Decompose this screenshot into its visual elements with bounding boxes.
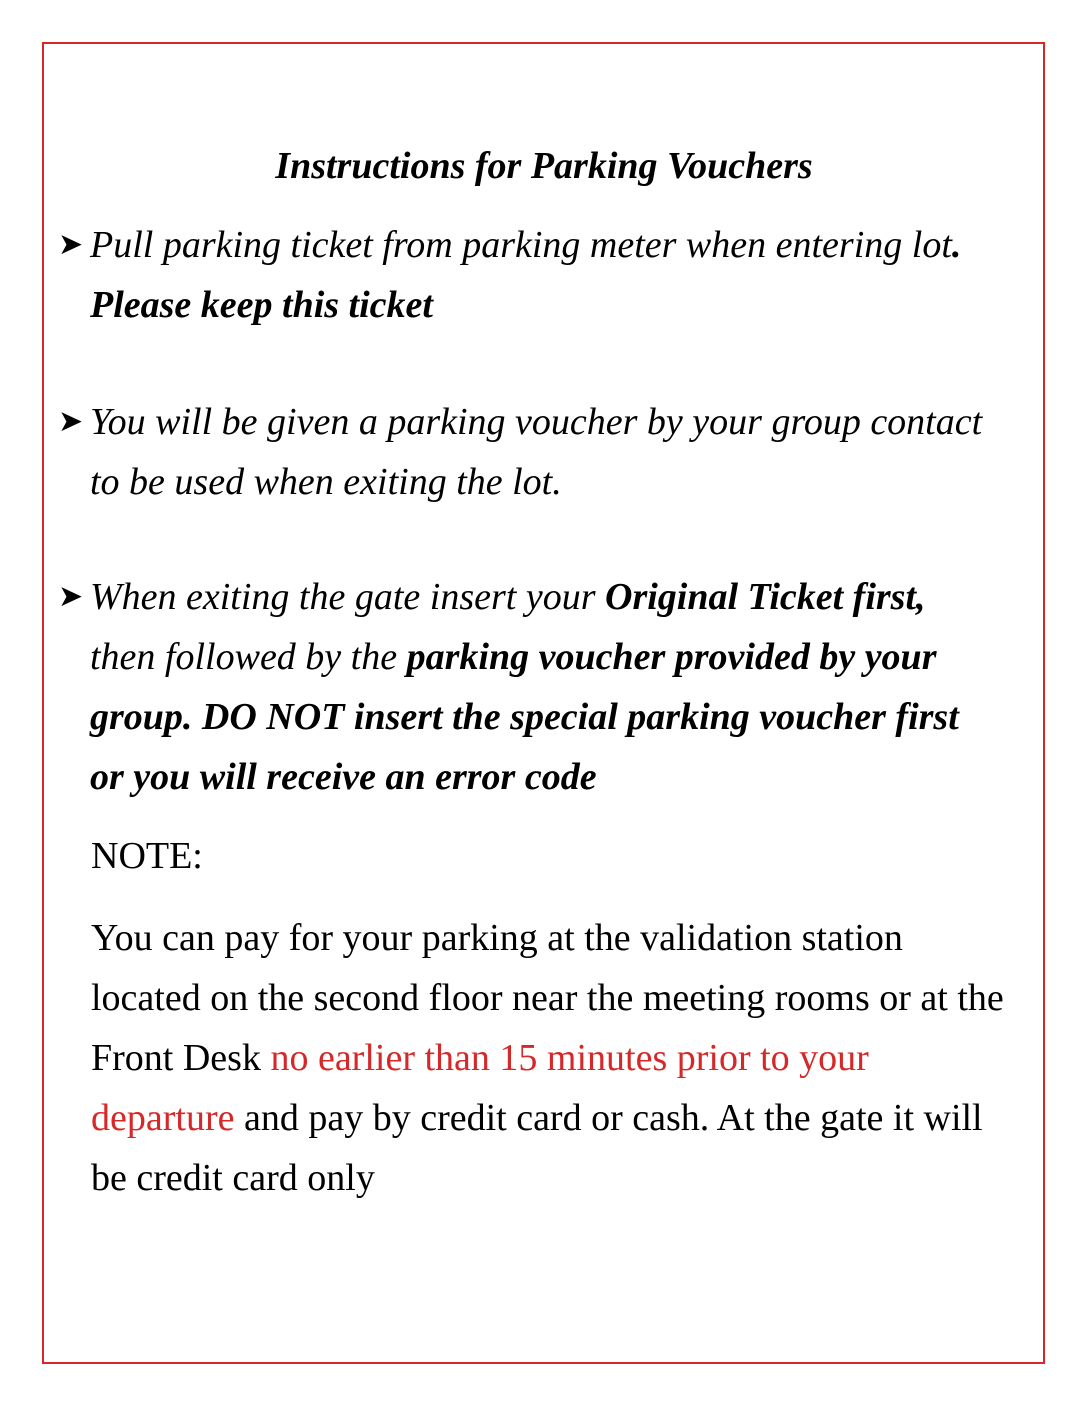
instruction-item	[58, 215, 998, 335]
instruction-text-part: Pull parking ticket from parking meter when entering lot	[90, 224, 952, 266]
instruction-emphasis: parking voucher provided by your group. DO NOT insert the special parking voucher first or you will receive an error code	[90, 636, 959, 798]
instruction-text	[58, 567, 998, 807]
instruction-text	[58, 215, 998, 335]
instruction-emphasis: . Please keep this ticket	[90, 224, 962, 326]
instruction-item	[58, 567, 998, 807]
page-title: Instructions for Parking Vouchers	[275, 145, 813, 187]
note-highlight: no earlier than 15 minutes prior to your departure	[91, 1037, 869, 1139]
instruction-text-part: then followed by the	[90, 636, 407, 678]
arrow-bullet-icon: ➤	[58, 405, 84, 438]
note-text: You can pay for your parking at the validation station located on the second floor near the meeting rooms or at the Front Desk	[91, 917, 1004, 1079]
instruction-text: You will be given a parking voucher by your group contact to be used when exiting the lot.	[90, 401, 983, 503]
instruction-text-part: When exiting the gate insert your	[90, 576, 605, 618]
arrow-bullet-icon: ➤	[58, 580, 84, 613]
instruction-item	[58, 392, 998, 512]
note-text: and pay by credit card or cash. At the gate it will be credit card only	[91, 1097, 983, 1199]
instruction-emphasis: Original Ticket first,	[605, 576, 926, 618]
arrow-bullet-icon: ➤	[58, 228, 84, 261]
note-body	[91, 908, 1011, 1208]
note-label: NOTE:	[91, 835, 203, 877]
